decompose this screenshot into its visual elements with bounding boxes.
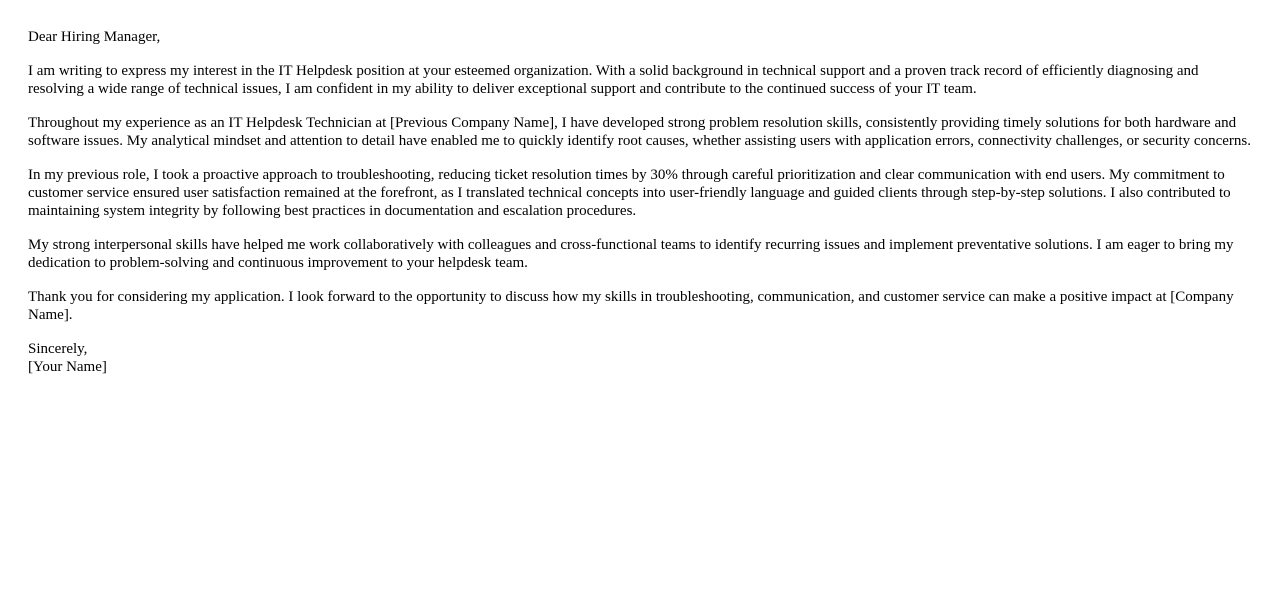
cover-letter — [28, 28, 1256, 376]
paragraph-intro: I am writing to express my interest in the IT Helpdesk position at your esteemed organization. With a solid background in technical support and a proven track record of efficiently diagnosing and resolving a wide range of technical issues, I am confident in my ability to deliver exceptional support and contribute to the continued success of your IT team. — [28, 63, 1199, 97]
paragraph-previous-role: In my previous role, I took a proactive approach to troubleshooting, reducing ticket resolution times by 30% through careful prioritization and clear communication with end users. My commitment to customer service ensured user satisfaction remained at the forefront, as I translated technical concepts into user-friendly language and guided clients through step-by-step solutions. I also contributed to maintaining system integrity by following best practices in documentation and escalation procedures. — [28, 167, 1231, 219]
paragraph-thanks: Thank you for considering my application. I look forward to the opportunity to discuss how my skills in troubleshooting, communication, and customer service can make a positive impact at [Company Name]. — [28, 289, 1234, 323]
signature-name: [Your Name] — [28, 359, 107, 375]
paragraph-experience: Throughout my experience as an IT Helpdesk Technician at [Previous Company Name], I have developed strong problem resolution skills, consistently providing timely solutions for both hardware and software issues. My analytical mindset and attention to detail have enabled me to quickly identify root causes, whether assisting users with application errors, connectivity challenges, or security concerns. — [28, 115, 1251, 149]
closing-block — [28, 340, 1256, 376]
paragraph-interpersonal: My strong interpersonal skills have helped me work collaboratively with colleagues and cross-functional teams to identify recurring issues and implement preventative solutions. I am eager to bring my dedication to problem-solving and continuous improvement to your helpdesk team. — [28, 237, 1234, 271]
salutation: Dear Hiring Manager, — [28, 29, 161, 45]
closing-phrase: Sincerely, — [28, 341, 88, 357]
